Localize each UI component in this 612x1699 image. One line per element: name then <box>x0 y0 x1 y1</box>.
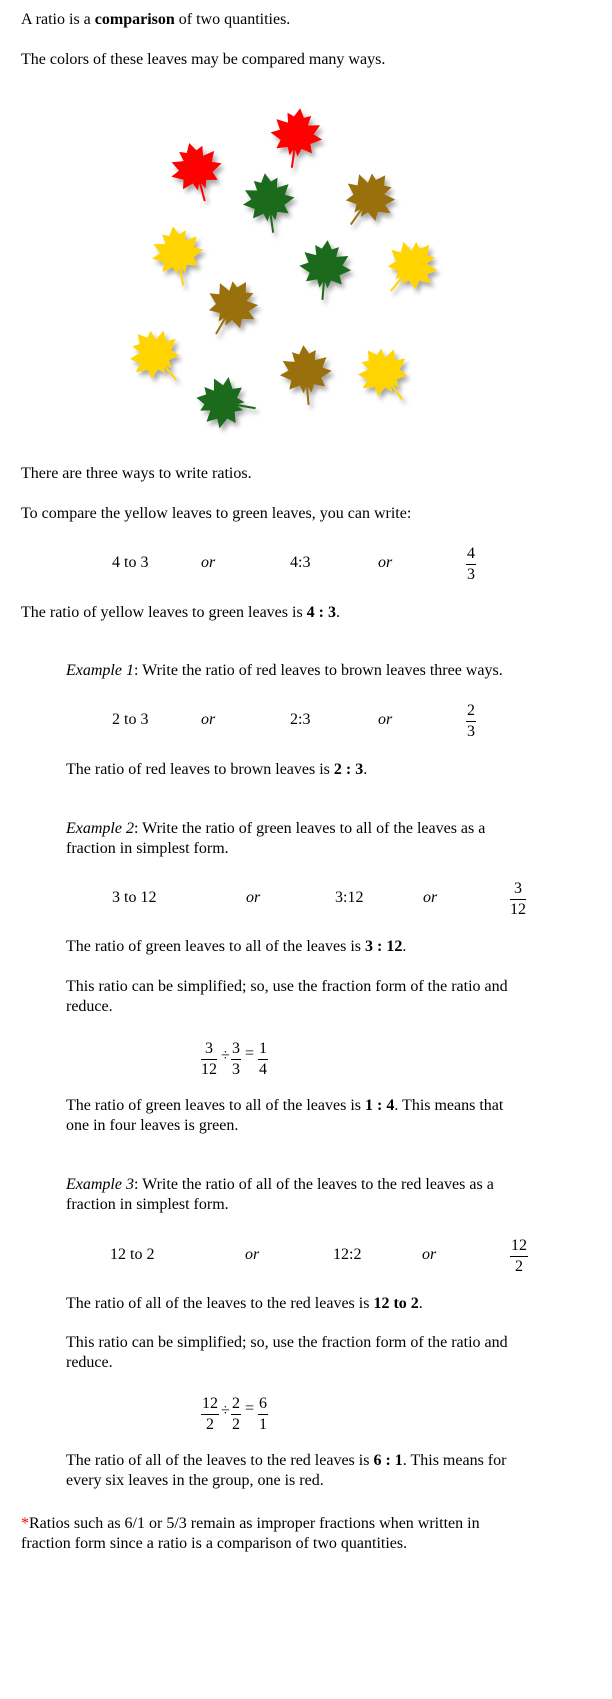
green-leaf <box>296 238 353 302</box>
denominator: 12 <box>510 901 526 918</box>
ratio-colon: 4:3 <box>290 554 311 571</box>
divide-sign: ÷ <box>221 1402 230 1419</box>
example-3-final-cont: every six leaves in the group, one is red. <box>66 1472 324 1489</box>
yellow-leaf <box>120 317 196 396</box>
example-2-simplify: This ratio can be simplified; so, use the fraction form of the ratio and <box>66 978 508 995</box>
denominator: 3 <box>467 723 475 740</box>
denominator: 2 <box>515 1258 523 1275</box>
calc-fraction: $\frac{2}{2}$ <box>232 1395 240 1433</box>
red-leaf <box>266 105 326 172</box>
or-label: or <box>245 1246 260 1263</box>
example-2-final-cont: one in four leaves is green. <box>66 1117 239 1134</box>
example-1-result: The ratio of red leaves to brown leaves is 2 : 3. <box>66 761 368 778</box>
ratio-words: 12 to 2 <box>110 1246 155 1263</box>
example-3-final: The ratio of all of the leaves to the red leaves is 6 : 1. This means for <box>66 1452 507 1469</box>
yellow-leaf <box>371 228 449 307</box>
ratio-colon: 3:12 <box>335 889 364 906</box>
denominator: 3 <box>467 566 475 583</box>
intro-line-2: The colors of these leaves may be compared many ways. <box>21 51 386 68</box>
ratio-words: 2 to 3 <box>112 711 149 728</box>
ratio-words: 3 to 12 <box>112 889 157 906</box>
example-3-simplify: This ratio can be simplified; so, use the fraction form of the ratio and <box>66 1334 508 1351</box>
footnote-cont: fraction form since a ratio is a comparison of two quantities. <box>21 1535 408 1552</box>
example-3-result: The ratio of all of the leaves to the red leaves is 12 to 2. <box>66 1295 423 1312</box>
yellow-leaf <box>346 336 423 415</box>
ratio-words: 4 to 3 <box>112 554 149 571</box>
green-leaf <box>192 372 260 434</box>
calc-fraction: $\frac{12}{2}$ <box>202 1395 218 1433</box>
brown-leaf <box>193 269 268 347</box>
or-label: or <box>246 889 261 906</box>
equals-sign: = <box>245 1045 255 1062</box>
ratio-fraction <box>466 702 476 741</box>
brown-leaf <box>329 161 406 240</box>
ways-result: The ratio of yellow leaves to green leaves is 4 : 3. <box>21 604 340 621</box>
divide-sign: ÷ <box>221 1047 230 1064</box>
ratio-colon: 12:2 <box>333 1246 362 1263</box>
calc-fraction: $\frac{1}{4}$ <box>259 1040 267 1078</box>
brown-leaf <box>277 343 334 407</box>
footnote: *Ratios such as 6/1 or 5/3 remain as improper fractions when written in <box>21 1515 480 1532</box>
calc-fraction: $\frac{3}{3}$ <box>232 1040 240 1078</box>
example-2-simplify-cont: reduce. <box>66 998 113 1015</box>
numerator: 4 <box>466 545 476 565</box>
intro-line-1: A ratio is a comparison of two quantities. <box>21 11 291 28</box>
numerator: 2 <box>466 702 476 722</box>
or-label: or <box>423 889 438 906</box>
example-2-result: The ratio of green leaves to all of the leaves is 3 : 12. <box>66 938 407 955</box>
ratio-fraction <box>510 880 526 919</box>
numerator: 12 <box>510 1237 528 1257</box>
or-label: or <box>201 554 216 571</box>
red-leaf <box>164 136 230 207</box>
footnote-asterisk: * <box>21 1515 29 1532</box>
calc-fraction: $\frac{6}{1}$ <box>259 1395 267 1433</box>
or-label: or <box>201 711 216 728</box>
or-label: or <box>378 711 393 728</box>
example-2-prompt-cont: fraction in simplest form. <box>66 840 229 857</box>
ratio-colon: 2:3 <box>290 711 311 728</box>
yellow-leaf <box>147 222 209 290</box>
calc-fraction: $\frac{3}{12}$ <box>201 1040 217 1078</box>
example-2-final: The ratio of green leaves to all of the leaves is 1 : 4. This means that <box>66 1097 504 1114</box>
numerator: 3 <box>510 880 526 900</box>
green-leaf <box>239 170 299 237</box>
example-3-prompt-cont: fraction in simplest form. <box>66 1196 229 1213</box>
ratio-fraction <box>510 1237 528 1276</box>
or-label: or <box>378 554 393 571</box>
example-2-prompt: Example 2: Write the ratio of green leaves to all of the leaves as a <box>66 820 486 837</box>
equals-sign: = <box>245 1400 255 1417</box>
example-1-prompt: Example 1: Write the ratio of red leaves to brown leaves three ways. <box>66 662 503 679</box>
ways-line-1: There are three ways to write ratios. <box>21 465 252 482</box>
ratio-fraction <box>466 545 476 584</box>
leaves-illustration <box>120 95 490 445</box>
example-3-simplify-cont: reduce. <box>66 1354 113 1371</box>
example-3-prompt: Example 3: Write the ratio of all of the leaves to the red leaves as a <box>66 1176 494 1193</box>
or-label: or <box>422 1246 437 1263</box>
ways-line-2: To compare the yellow leaves to green leaves, you can write: <box>21 505 412 522</box>
